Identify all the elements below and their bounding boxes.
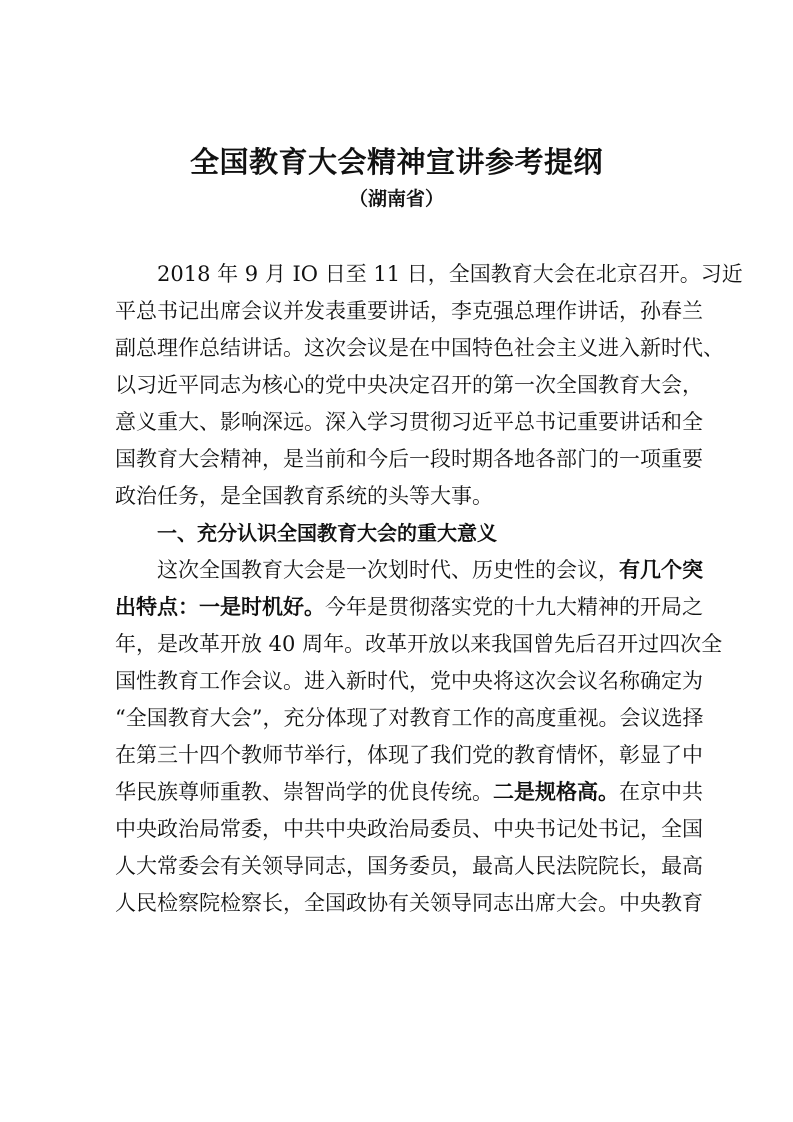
paragraph-line: 平总书记出席会议并发表重要讲话，李克强总理作讲话，孙春兰 bbox=[115, 299, 703, 323]
document-subtitle: （湖南省） bbox=[348, 188, 444, 210]
paragraph-text: 华民族尊师重教、崇智尚学的优良传统。 bbox=[115, 780, 493, 804]
paragraph-line: “全国教育大会”，充分体现了对教育工作的高度重视。会议选择 bbox=[115, 706, 704, 730]
paragraph-line: 人大常委会有关领导同志，国务委员，最高人民法院院长，最高 bbox=[115, 854, 703, 878]
section-heading: 一、充分认识全国教育大会的重大意义 bbox=[157, 521, 497, 545]
paragraph-line: 人民检察院检察长，全国政协有关领导同志出席大会。中央教育 bbox=[115, 891, 703, 915]
document-title: 全国教育大会精神宣讲参考提纲 bbox=[189, 145, 603, 179]
paragraph-line: 在第三十四个教师节举行，体现了我们党的教育情怀，彰显了中 bbox=[115, 743, 703, 767]
paragraph-line bbox=[115, 552, 703, 589]
paragraph-text: 这次全国教育大会是一次划时代、历史性的会议， bbox=[157, 558, 619, 582]
bold-phrase: 出特点：一是时机好。 bbox=[115, 595, 325, 619]
paragraph-line: 副总理作总结讲话。这次会议是在中国特色社会主义进入新时代、 bbox=[115, 336, 724, 360]
paragraph-line: 政治任务，是全国教育系统的头等大事。 bbox=[115, 484, 493, 508]
paragraph-text: 今年是贯彻落实党的十九大精神的开局之 bbox=[325, 595, 703, 619]
paragraph-text: 在京中共 bbox=[619, 780, 703, 804]
paragraph-line: 2018 年 9 月 IO 日至 11 日，全国教育大会在北京召开。习近 bbox=[157, 262, 743, 286]
paragraph-line: 国教育大会精神，是当前和今后一段时期各地各部门的一项重要 bbox=[115, 447, 703, 471]
paragraph-line: 年，是改革开放 40 周年。改革开放以来我国曾先后召开过四次全 bbox=[115, 632, 723, 656]
bold-phrase: 二是规格高。 bbox=[493, 780, 619, 804]
paragraph-line: 以习近平同志为核心的党中央决定召开的第一次全国教育大会， bbox=[115, 373, 703, 397]
paragraph-line bbox=[115, 589, 703, 626]
paragraph-line: 意义重大、影响深远。深入学习贯彻习近平总书记重要讲话和全 bbox=[115, 410, 703, 434]
bold-phrase: 有几个突 bbox=[619, 558, 703, 582]
paragraph-line: 国性教育工作会议。进入新时代，党中央将这次会议名称确定为 bbox=[115, 669, 703, 693]
paragraph-line bbox=[115, 774, 703, 811]
document-body bbox=[115, 256, 743, 922]
paragraph-line: 中央政治局常委，中共中央政治局委员、中央书记处书记，全国 bbox=[115, 817, 703, 841]
